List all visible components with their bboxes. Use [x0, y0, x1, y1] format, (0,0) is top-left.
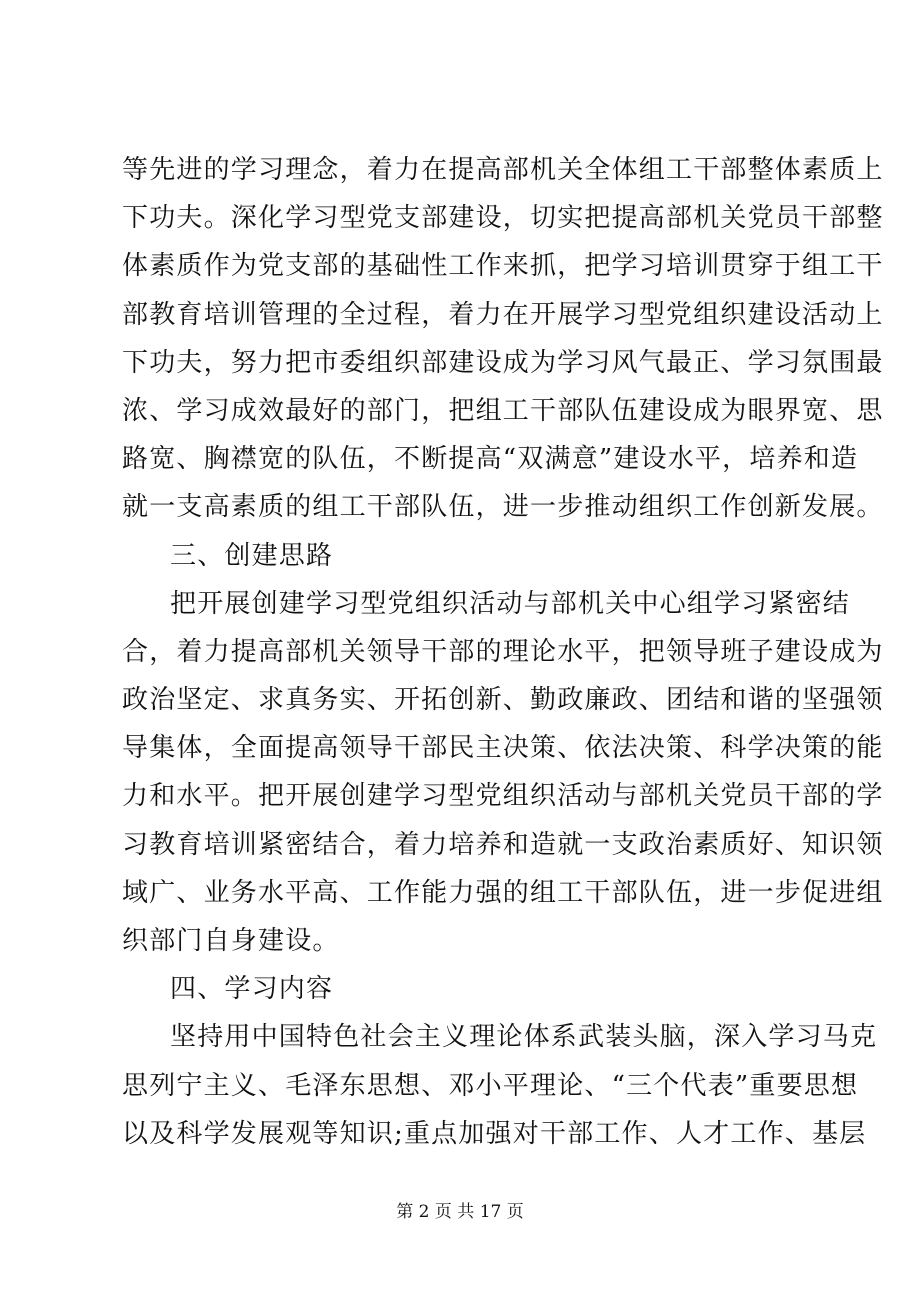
- text-line: 浓、学习成效最好的部门，把组工干部队伍建设成为眼界宽、思: [122, 395, 884, 426]
- document-body: [122, 146, 884, 1158]
- text-line: 政治坚定、求真务实、开拓创新、勤政廉政、团结和谐的坚强领: [122, 685, 884, 716]
- text-line: 习教育培训紧密结合，着力培养和造就一支政治素质好、知识领: [122, 829, 884, 860]
- text-line: 力和水平。把开展创建学习型党组织活动与部机关党员干部的学: [122, 781, 884, 812]
- text-line: 下功夫。深化学习型党支部建设，切实把提高部机关党员干部整: [122, 203, 884, 234]
- text-line: 合，着力提高部机关领导干部的理论水平，把领导班子建设成为: [122, 636, 884, 667]
- section-heading-4: 四、学习内容: [170, 974, 334, 1005]
- text-line: 以及科学发展观等知识;重点加强对干部工作、人才工作、基层: [122, 1118, 867, 1149]
- text-line: 路宽、胸襟宽的队伍，不断提高“双满意”建设水平，培养和造: [122, 444, 859, 475]
- text-line: 织部门自身建设。: [122, 926, 340, 956]
- page-footer: 第 2 页 共 17 页: [396, 1202, 524, 1222]
- text-line: 部教育培训管理的全过程，着力在开展学习型党组织建设活动上: [122, 299, 884, 330]
- text-line: 思列宁主义、毛泽东思想、邓小平理论、“三个代表”重要思想: [122, 1070, 859, 1101]
- text-line: 下功夫，努力把市委组织部建设成为学习风气最正、学习氛围最: [122, 347, 884, 378]
- text-line: 就一支高素质的组工干部队伍，进一步推动组织工作创新发展。: [122, 492, 884, 523]
- text-line: 等先进的学习理念，着力在提高部机关全体组工干部整体素质上: [122, 155, 884, 185]
- text-line: 导集体，全面提高领导干部民主决策、依法决策、科学决策的能: [122, 733, 884, 764]
- section-heading-3: 三、创建思路: [170, 540, 334, 571]
- text-line: 域广、业务水平高、工作能力强的组工干部队伍，进一步促进组: [122, 877, 884, 908]
- text-line: 把开展创建学习型党组织活动与部机关中心组学习紧密结: [170, 588, 851, 619]
- text-line: 体素质作为党支部的基础性工作来抓，把学习培训贯穿于组工干: [122, 251, 884, 282]
- text-line: 坚持用中国特色社会主义理论体系武装头脑，深入学习马克: [170, 1022, 878, 1053]
